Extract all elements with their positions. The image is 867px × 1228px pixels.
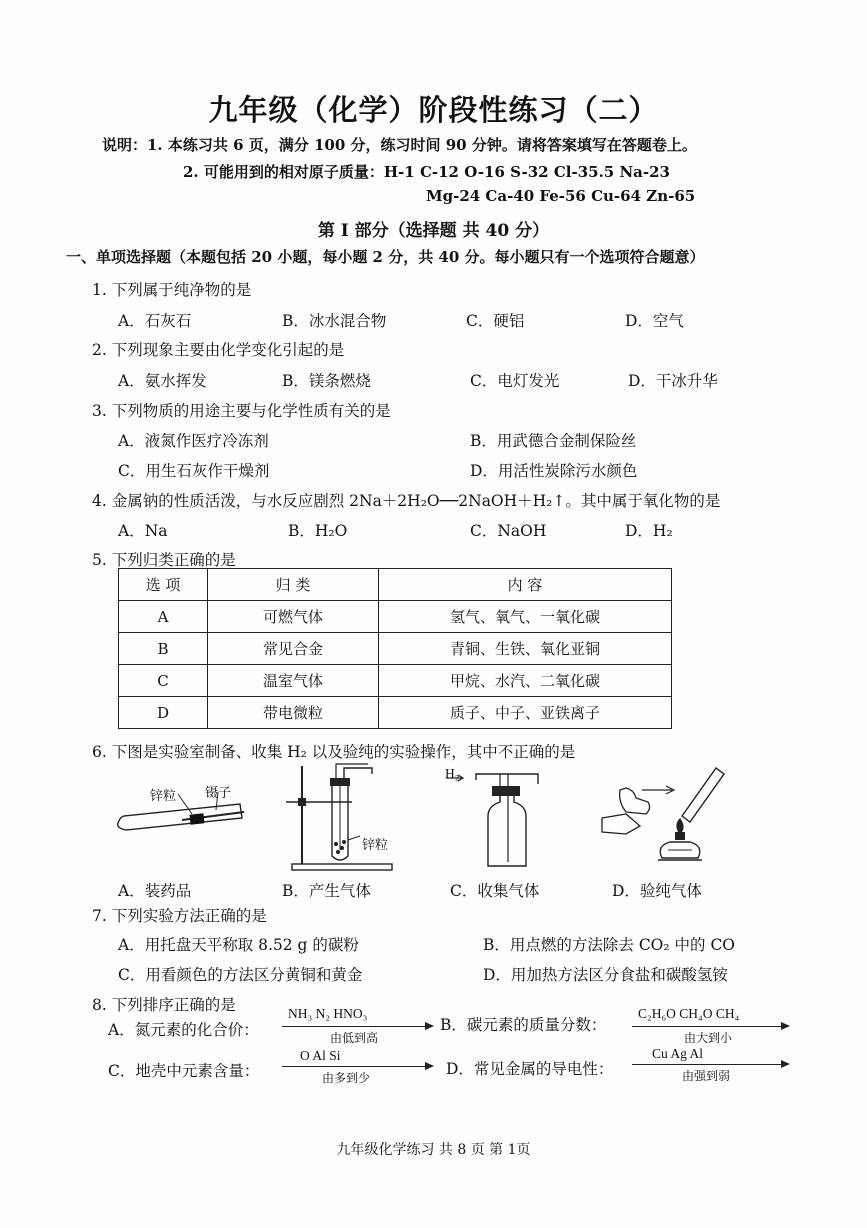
q5-stem: 5. 下列归类正确的是 [92,551,236,569]
note-2: 2. 可能用到的相对原子质量：H-1 C-12 O-16 S-32 Cl-35.5 Na-23 [183,163,670,181]
q1-option-a: A．石灰石 [118,312,192,330]
table-cell: C [119,665,208,697]
q4-stem: 4. 金属钠的性质活泼，与水反应剧烈 2Na＋2H₂O──2NaOH＋H₂↑。其中属于氧化物的是 [92,492,721,510]
q8-a-arrow-icon [282,1026,432,1027]
q2-option-d: D．干冰升华 [628,372,718,390]
label-zinc: 锌粒 [150,789,177,804]
q3-option-a: A．液氮作医疗冷冻剂 [118,432,269,450]
table-cell: 氢气、氧气、一氧化碳 [379,601,672,633]
part-title: 第 I 部分（选择题 共 40 分） [317,221,550,241]
table-cell: 甲烷、水汽、二氧化碳 [379,665,672,697]
q7-option-d: D．用加热方法区分食盐和碳酸氢铵 [483,966,728,984]
q6-stem: 6. 下图是实验室制备、收集 H₂ 以及验纯的实验操作，其中不正确的是 [92,743,576,761]
q6-option-b: B．产生气体 [282,882,371,900]
q8-b-direction: 由大到小 [684,1031,733,1045]
q5-table [118,568,672,729]
q8-b-items: C₂H₆O CH₄O CH₄ [638,1006,740,1021]
table-cell: 质子、中子、亚铁离子 [379,697,672,729]
q4-option-b: B．H₂O [288,522,348,540]
q6-option-a: A．装药品 [118,882,192,900]
table-row [119,601,672,633]
table-cell: 可燃气体 [208,601,379,633]
table-cell: 带电微粒 [208,697,379,729]
q1-option-b: B．冰水混合物 [282,312,387,330]
q1-stem: 1. 下列属于纯净物的是 [92,281,252,299]
table-header-row [119,569,672,601]
q3-option-b: B．用武德合金制保险丝 [470,432,637,450]
q7-option-c: C．用看颜色的方法区分黄铜和黄金 [118,966,363,984]
q1-option-d: D．空气 [625,312,684,330]
table-cell: A [119,601,208,633]
note-1: 说明：1. 本练习共 6 页，满分 100 分，练习时间 90 分钟。请将答案填写在答题卷上。 [102,136,697,154]
section-title: 一、单项选择题（本题包括 20 小题，每小题 2 分，共 40 分。每小题只有一个选项符合题意） [66,248,705,266]
q8-c-items: O Al Si [300,1048,341,1063]
q8-option-c: C．地壳中元素含量： [108,1062,260,1080]
q8-c-arrow-icon [282,1066,432,1067]
q8-d-items: Cu Ag Al [652,1046,704,1061]
q8-option-d: D．常见金属的导电性： [446,1060,614,1078]
q8-a-items: NH₃ N₂ HNO₃ [288,1006,368,1021]
q2-option-a: A．氨水挥发 [118,372,207,390]
table-header-cell: 归 类 [208,569,379,601]
table-row [119,633,672,665]
q3-option-d: D．用活性炭除污水颜色 [470,462,638,480]
q8-d-direction: 由强到弱 [682,1069,731,1083]
table-cell: D [119,697,208,729]
q4-option-c: C．NaOH [470,522,547,540]
q8-stem: 8. 下列排序正确的是 [92,996,236,1014]
q7-option-a: A．用托盘天平称取 8.52 g 的碳粉 [118,936,359,954]
q2-option-c: C．电灯发光 [470,372,560,390]
label-h2: H₂ [445,766,460,781]
page-footer: 九年级化学练习 共 8 页 第 1页 [336,1142,531,1158]
q8-b-arrow-icon [632,1026,788,1027]
q3-option-c: C．用生石灰作干燥剂 [118,462,270,480]
q7-stem: 7. 下列实验方法正确的是 [92,907,267,925]
figure-d-alcohol-lamp-icon [596,762,726,872]
figure-b-ring-stand-icon [282,760,402,872]
q8-option-b: B．碳元素的质量分数： [440,1016,607,1034]
note-3: Mg-24 Ca-40 Fe-56 Cu-64 Zn-65 [426,187,696,205]
q2-option-b: B．镁条燃烧 [282,372,371,390]
q6-option-d: D．验纯气体 [612,882,702,900]
table-row [119,665,672,697]
table-row [119,697,672,729]
label-tweezers: 镊子 [205,786,232,801]
table-cell: 温室气体 [208,665,379,697]
figure-a-test-tube-icon [112,778,262,844]
table-header-cell: 选 项 [119,569,208,601]
q8-c-direction: 由多到少 [322,1071,371,1085]
table-cell: 青铜、生铁、氧化亚铜 [379,633,672,665]
q8-option-a: A．氮元素的化合价： [108,1021,259,1039]
q8-d-arrow-icon [632,1064,788,1065]
q3-stem: 3. 下列物质的用途主要与化学性质有关的是 [92,402,391,420]
q1-option-c: C．硬铝 [466,312,525,330]
q4-option-d: D．H₂ [625,522,673,540]
q2-stem: 2. 下列现象主要由化学变化引起的是 [92,341,345,359]
label-zinc-2: 锌粒 [362,838,389,853]
q7-option-b: B．用点燃的方法除去 CO₂ 中的 CO [483,936,736,954]
q6-option-c: C．收集气体 [450,882,540,900]
table-cell: B [119,633,208,665]
q8-a-direction: 由低到高 [330,1031,379,1045]
page-title: 九年级（化学）阶段性练习（二） [208,93,659,127]
table-cell: 常见合金 [208,633,379,665]
table-header-cell: 内 容 [379,569,672,601]
q4-option-a: A．Na [118,522,168,540]
